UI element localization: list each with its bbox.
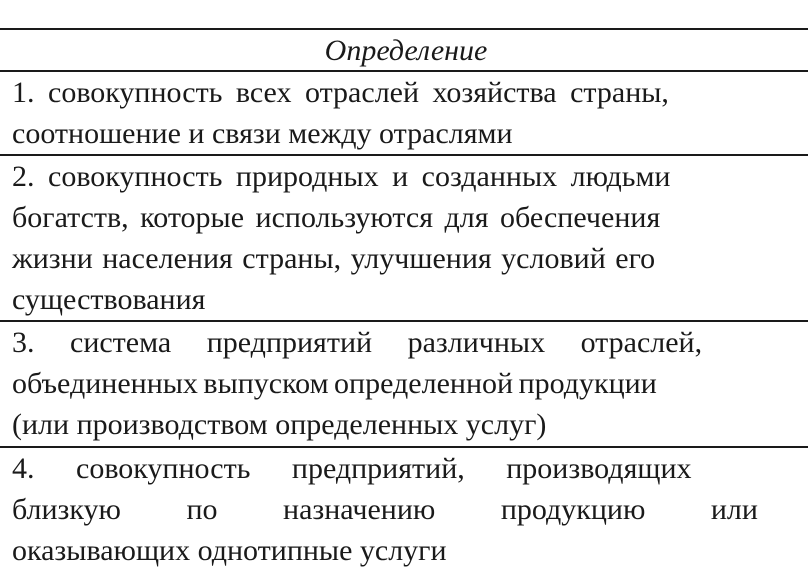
row-3-line-3: (или производством определенных услуг) xyxy=(12,408,547,441)
row-1-line-2: соотношение и связи между отраслями xyxy=(12,117,513,150)
row-4-line-1: 4. совокупность предприятий, производящих xyxy=(12,452,692,485)
table-row xyxy=(0,156,808,322)
row-3-line-1: 3. система предприятий различных отраслей, xyxy=(12,326,703,359)
row-3-line-2: объединенных выпуском определенной продукции xyxy=(12,367,657,400)
table-header xyxy=(0,30,808,72)
row-1-line-1: 1. совокупность всех отраслей хозяйства страны, xyxy=(12,76,669,109)
table-row xyxy=(0,322,808,448)
table-row xyxy=(0,448,808,566)
row-2-line-1: 2. совокупность природных и созданных людьми xyxy=(12,160,671,193)
row-2-line-2: богатств, которые используются для обеспечения xyxy=(12,201,661,234)
row-4-line-3: оказывающих однотипные услуги xyxy=(12,534,447,567)
definitions-table xyxy=(0,28,808,566)
table-row xyxy=(0,72,808,156)
row-4-line-2: близкую по назначению продукцию или xyxy=(12,493,758,526)
row-2-line-3: жизни населения страны, улучшения условий его xyxy=(12,242,656,275)
row-2-line-4: существования xyxy=(12,283,206,316)
header-label: Определение xyxy=(324,34,488,67)
